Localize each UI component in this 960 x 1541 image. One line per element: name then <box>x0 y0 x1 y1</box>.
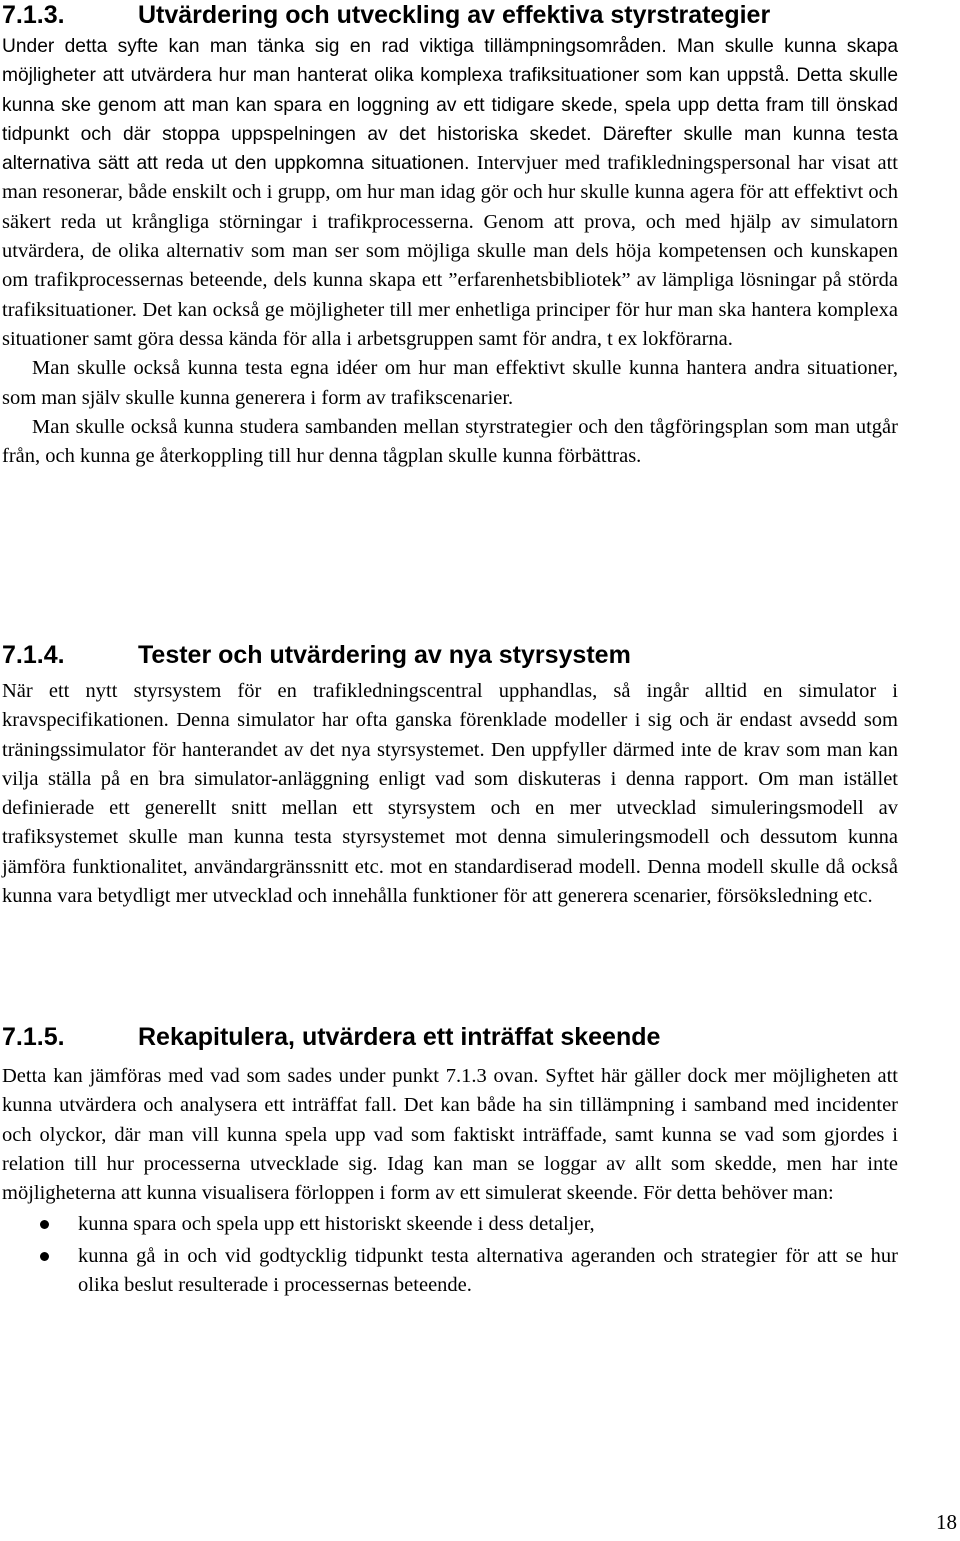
paragraph: Detta kan jämföras med vad som sades under punkt 7.1.3 ovan. Syftet här gäller dock mer möjligheten att kunna utvärdera och analysera ett inträffat fall. Det kan både ha sin tillämpning i samband med incidenter och olyckor, där man vill kunna spela upp vad som faktiskt inträffade, samt kunna se vad som gjordes i relation till hur processerna utvecklade sig. Idag kan man se loggar av allt som skedde, men har inte möjligheterna att kunna visualisera förloppen i form av ett simulerat skeende. För detta behöver man: <box>2 1065 898 1205</box>
bullet-icon <box>40 1220 49 1229</box>
section-title: Tester och utvärdering av nya styrsystem <box>138 641 631 669</box>
section-body-7-1-3 <box>2 32 898 471</box>
section-title: Utvärdering och utveckling av effektiva styrstrategier <box>138 1 771 29</box>
paragraph-sans-part: Detta skulle kunna ske genom att man kan spara en loggning av ett tidigare skede, spela upp detta fram till önskad tidpunkt och där stoppa uppspelningen av det historiska skedet. Därefter skulle man kunna testa alternativa sätt att reda ut den uppkomna situationen. <box>2 65 898 175</box>
section-body-7-1-5 <box>2 1062 898 1300</box>
section-body-7-1-4 <box>2 677 898 911</box>
list-item <box>2 1210 898 1239</box>
page-number: 18 <box>936 1510 957 1534</box>
bullet-list <box>2 1210 898 1300</box>
paragraph: Man skulle också kunna testa egna idéer om hur man effektivt skulle kunna hantera andra situationer, som man själv skulle kunna generera i form av trafikscenarier. <box>2 357 898 409</box>
paragraph: När ett nytt styrsystem för en trafikledningscentral upphandlas, så ingår alltid en simulator i kravspecifikationen. Denna simulator har ofta ganska förenklade modeller i sig och är endast avsedd som träningssimulator för hanterandet av det nya styrsystemet. Den uppfyller därmed inte de krav som man kan vilja ställa på en bra simulator-anläggning enligt vad som diskuteras i denna rapport. Om man istället definierade ett generellt snitt mellan ett styrsystem och en mer utvecklad simuleringsmodell av trafiksystemet skulle man kunna testa styrsystemet mot denna simuleringsmodell och dessutom kunna jämföra funktionalitet, användargränssnitt etc. mot en standardiserad modell. Denna modell skulle då också kunna vara betydligt mer utvecklad och innehålla funktioner för att generera scenarier, försöksledning etc. <box>2 680 898 908</box>
paragraph-serif-part: Intervjuer med trafikledningspersonal har visat att man resonerar, både enskilt och i grupp, om hur man idag gör och hur skulle kunna agera för att effektivt och säkert reda ut krångliga störningar i trafikprocesserna. Genom att prova, och med hjälp av simulatorn utvärdera, de olika alternativ som man ser som möjliga skulle man dels höja kompetensen och kunskapen om trafikprocessernas beteende, dels kunna skapa ett ”erfarenhetsbibliotek” av lämpliga lösningar på störda trafiksituationer. Det kan också ge möjligheter till mer enhetliga principer för hur man ska hantera komplexa situationer samt göra dessa kända för alla i arbetsgruppen samt för andra, t ex lokförarna. <box>2 152 898 350</box>
paragraph: Man skulle också kunna studera sambanden mellan styrstrategier och den tågföringsplan som man utgår från, och kunna ge återkoppling till hur denna tågplan skulle kunna förbättras. <box>2 415 898 468</box>
list-item-text: kunna spara och spela upp ett historiskt skeende i dess detaljer, <box>78 1213 595 1236</box>
section-heading-7-1-4 <box>2 640 942 670</box>
section-number: 7.1.5. <box>2 1023 65 1051</box>
list-item-text: kunna gå in och vid godtycklig tidpunkt testa alternativa ageranden och strategier för att se hur olika beslut resulterade i processernas beteende. <box>78 1244 898 1297</box>
bullet-icon <box>40 1252 49 1261</box>
list-item <box>2 1242 898 1301</box>
paragraph-sans-part: Under detta syfte kan man tänka sig en rad viktiga tillämpningsområden. Man skulle kunna skapa möjligheter att utvärdera hur man hanterat olika komplexa trafiksituationer som kan uppstå. <box>2 36 898 87</box>
section-number: 7.1.3. <box>2 1 65 29</box>
section-number: 7.1.4. <box>2 641 65 669</box>
section-title: Rekapitulera, utvärdera ett inträffat skeende <box>138 1023 661 1051</box>
paragraph <box>2 32 898 354</box>
section-heading-7-1-3 <box>2 0 942 30</box>
section-heading-7-1-5 <box>2 1022 942 1052</box>
